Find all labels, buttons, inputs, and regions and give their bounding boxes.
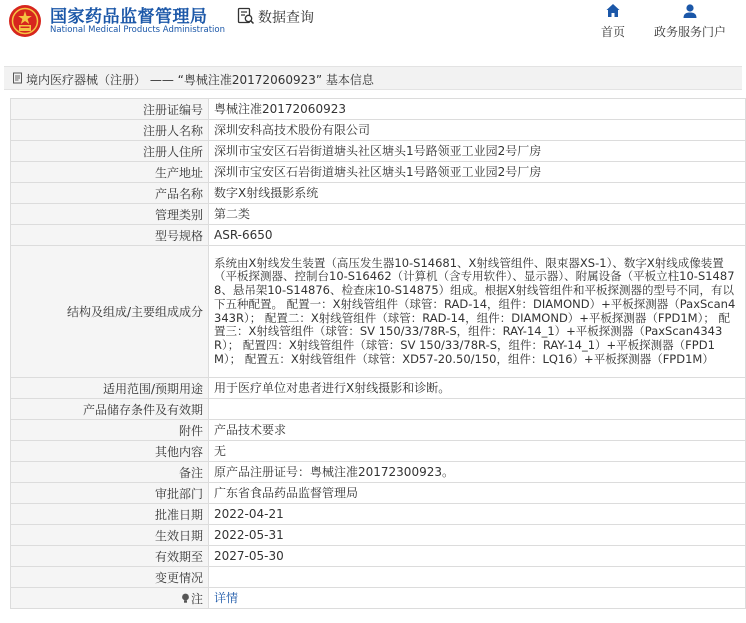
- row-label: 结构及组成/主要组成成分: [11, 246, 209, 378]
- table-row: [11, 525, 746, 546]
- table-row: [11, 378, 746, 399]
- row-value: 产品技术要求: [209, 420, 746, 441]
- row-label: 适用范围/预期用途: [11, 378, 209, 399]
- device-info-table: [10, 98, 746, 609]
- table-row: [11, 246, 746, 378]
- row-value: 第二类: [209, 204, 746, 225]
- row-value: 深圳市宝安区石岩街道塘头社区塘头1号路领亚工业园2号厂房: [209, 141, 746, 162]
- row-value: [209, 588, 746, 609]
- row-label: 型号规格: [11, 225, 209, 246]
- row-label: 有效期至: [11, 546, 209, 567]
- row-label: 产品名称: [11, 183, 209, 204]
- document-icon: [12, 72, 24, 84]
- row-label: 批准日期: [11, 504, 209, 525]
- row-value: 用于医疗单位对患者进行X射线摄影和诊断。: [209, 378, 746, 399]
- site-subtitle: National Medical Products Administration: [50, 25, 225, 35]
- row-label: 注册证编号: [11, 99, 209, 120]
- table-row: [11, 567, 746, 588]
- row-label: 注册人住所: [11, 141, 209, 162]
- lightbulb-icon: [181, 593, 190, 604]
- table-row: [11, 462, 746, 483]
- table-row: [11, 204, 746, 225]
- data-query-label: 数据查询: [258, 10, 314, 26]
- row-value: 2027-05-30: [209, 546, 746, 567]
- table-row: [11, 483, 746, 504]
- row-value: 广东省食品药品监督管理局: [209, 483, 746, 504]
- national-emblem-icon: [8, 4, 42, 38]
- row-label: 注册人名称: [11, 120, 209, 141]
- table-row: [11, 183, 746, 204]
- site-header: [0, 0, 746, 56]
- row-label: 生效日期: [11, 525, 209, 546]
- row-label: 产品储存条件及有效期: [11, 399, 209, 420]
- table-row: [11, 162, 746, 183]
- nav-government-service-label: 政务服务门户: [653, 25, 726, 39]
- table-row: [11, 99, 746, 120]
- note-label: 注: [190, 591, 203, 606]
- table-row: [11, 420, 746, 441]
- table-row: [11, 504, 746, 525]
- row-value: [209, 399, 746, 420]
- user-icon: [682, 2, 698, 20]
- row-value: 原产品注册证号：粤械注准20172300923。: [209, 462, 746, 483]
- section-title-bar: [4, 66, 742, 90]
- row-label: 其他内容: [11, 441, 209, 462]
- table-row: [11, 141, 746, 162]
- row-label: 附件: [11, 420, 209, 441]
- section-category: 境内医疗器械（注册）: [26, 73, 147, 87]
- table-row: [11, 120, 746, 141]
- nav-government-service[interactable]: [650, 2, 730, 40]
- row-label: 生产地址: [11, 162, 209, 183]
- table-row: [11, 588, 746, 609]
- row-value: 数字X射线摄影系统: [209, 183, 746, 204]
- row-label: [11, 588, 209, 609]
- section-registration-number: “粤械注准20172060923”: [177, 73, 323, 87]
- table-row: [11, 399, 746, 420]
- section-suffix: 基本信息: [325, 73, 374, 87]
- table-row: [11, 225, 746, 246]
- section-separator: ——: [149, 73, 174, 87]
- row-value: 2022-04-21: [209, 504, 746, 525]
- home-icon: [605, 2, 621, 20]
- section-title: [26, 71, 374, 88]
- row-value: 系统由X射线发生装置（高压发生器10-S14681、X射线管组件、限束器XS-1）、数字X射线成像装置（平板探测器、控制台10-S16462（计算机（含专用软件）、显示器）、附属设备（平板立柱10-S14878、悬吊架10-S14876、检查床10-S14875）组成。根据X射线管组件和平板探测器的型号不同，有以下五种配置。 配置一：X射线管组件（球管：RAD-14，组件：DIAMOND）+平板探测器（PaxScan4343R）； 配置二：X射线管组件（球管：RAD-14，组件：DIAMOND）+平板探测器（FPD1M）； 配置三：X射线管组件（球管：SV 150/33/78R-S，组件：RAY-14_1）+平板探测器（PaxScan4343R）； 配置四：X射线管组件（球管：SV 150/33/78R-S，组件：RAY-14_1）+平板探测器（FPD1M）； 配置五：X射线管组件（球管：XD57-20.50/150，组件：LQ16）+平板探测器（FPD1M）: [209, 246, 746, 378]
- row-value: ASR-6650: [209, 225, 746, 246]
- details-link[interactable]: 详情: [214, 591, 239, 605]
- row-value: 深圳安科高技术股份有限公司: [209, 120, 746, 141]
- row-value: 粤械注准20172060923: [209, 99, 746, 120]
- row-label: 备注: [11, 462, 209, 483]
- row-label: 审批部门: [11, 483, 209, 504]
- row-value: [209, 567, 746, 588]
- data-query-icon: [237, 7, 255, 25]
- row-value: 深圳市宝安区石岩街道塘头社区塘头1号路领亚工业园2号厂房: [209, 162, 746, 183]
- row-label: 变更情况: [11, 567, 209, 588]
- site-title: 国家药品监督管理局: [50, 7, 208, 27]
- nav-home-label: 首页: [600, 25, 625, 39]
- row-value: 无: [209, 441, 746, 462]
- nav-home[interactable]: [596, 2, 630, 40]
- table-row: [11, 546, 746, 567]
- table-row: [11, 441, 746, 462]
- row-label: 管理类别: [11, 204, 209, 225]
- row-value: 2022-05-31: [209, 525, 746, 546]
